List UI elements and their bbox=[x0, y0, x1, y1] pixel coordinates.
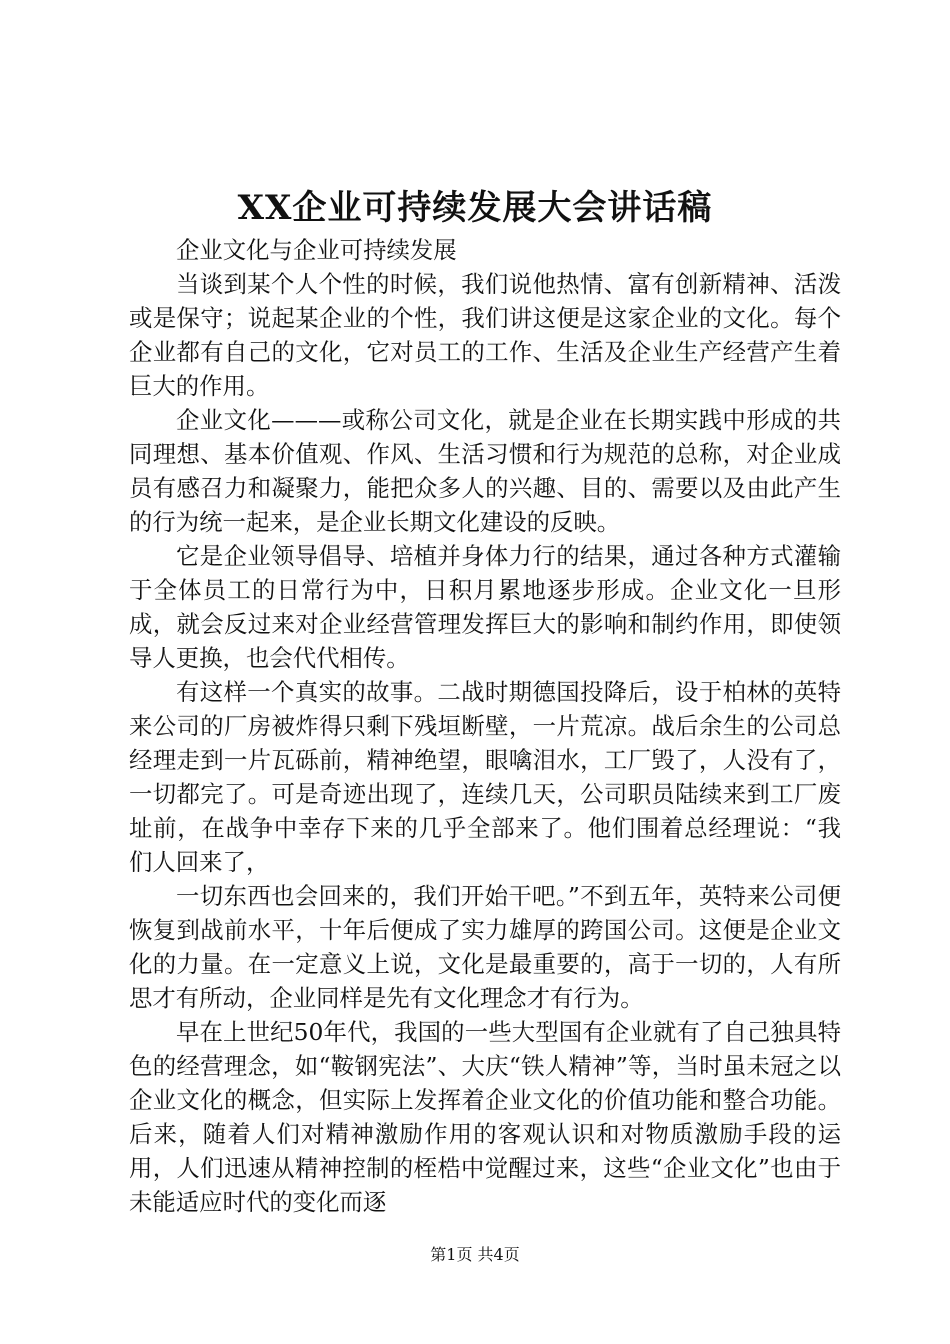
paragraph-1: 当谈到某个人个性的时候，我们说他热情、富有创新精神、活泼或是保守；说起某企业的个性，我们讲这便是这家企业的文化。每个企业都有自己的文化，它对员工的工作、生活及企业生产经营产生着巨大的作用。 bbox=[129, 270, 841, 400]
page-title: XX企业可持续发展大会讲话稿 bbox=[237, 188, 713, 228]
paragraph-3: 它是企业领导倡导、培植并身体力行的结果，通过各种方式灌输于全体员工的日常行为中，日积月累地逐步形成。企业文化一旦形成，就会反过来对企业经营管理发挥巨大的影响和制约作用，即使领导人更换，也会代代相传。 bbox=[129, 542, 841, 672]
paragraph-4: 有这样一个真实的故事。二战时期德国投降后，设于柏林的英特来公司的厂房被炸得只剩下残垣断壁，一片荒凉。战后余生的公司总经理走到一片瓦砾前，精神绝望，眼噙泪水，工厂毁了，人没有了，一切都完了。可是奇迹出现了，连续几天，公司职员陆续来到工厂废址前，在战争中幸存下来的几乎全部来了。他们围着总经理说：“我们人回来了， bbox=[129, 678, 841, 876]
document-body bbox=[129, 233, 841, 1219]
paragraph-6: 早在上世纪50年代，我国的一些大型国有企业就有了自己独具特色的经营理念，如“鞍钢宪法”、大庆“铁人精神”等，当时虽未冠之以企业文化的概念，但实际上发挥着企业文化的价值功能和整合功能。后来，随着人们对精神激励作用的客观认识和对物质激励手段的运用，人们迅速从精神控制的桎梏中觉醒过来，这些“企业文化”也由于未能适应时代的变化而逐 bbox=[129, 1018, 841, 1216]
paragraph-5: 一切东西也会回来的，我们开始干吧。”不到五年，英特来公司便恢复到战前水平，十年后便成了实力雄厚的跨国公司。这便是企业文化的力量。在一定意义上说，文化是最重要的，高于一切的，人有所思才有所动，企业同样是先有文化理念才有行为。 bbox=[129, 882, 841, 1012]
paragraph-2: 企业文化———或称公司文化，就是企业在长期实践中形成的共同理想、基本价值观、作风、生活习惯和行为规范的总称，对企业成员有感召力和凝聚力，能把众多人的兴趣、目的、需要以及由此产生的行为统一起来，是企业长期文化建设的反映。 bbox=[129, 406, 841, 536]
document-subtitle: 企业文化与企业可持续发展 bbox=[176, 236, 457, 264]
page-number-footer: 第1页 共4页 bbox=[430, 1245, 520, 1264]
